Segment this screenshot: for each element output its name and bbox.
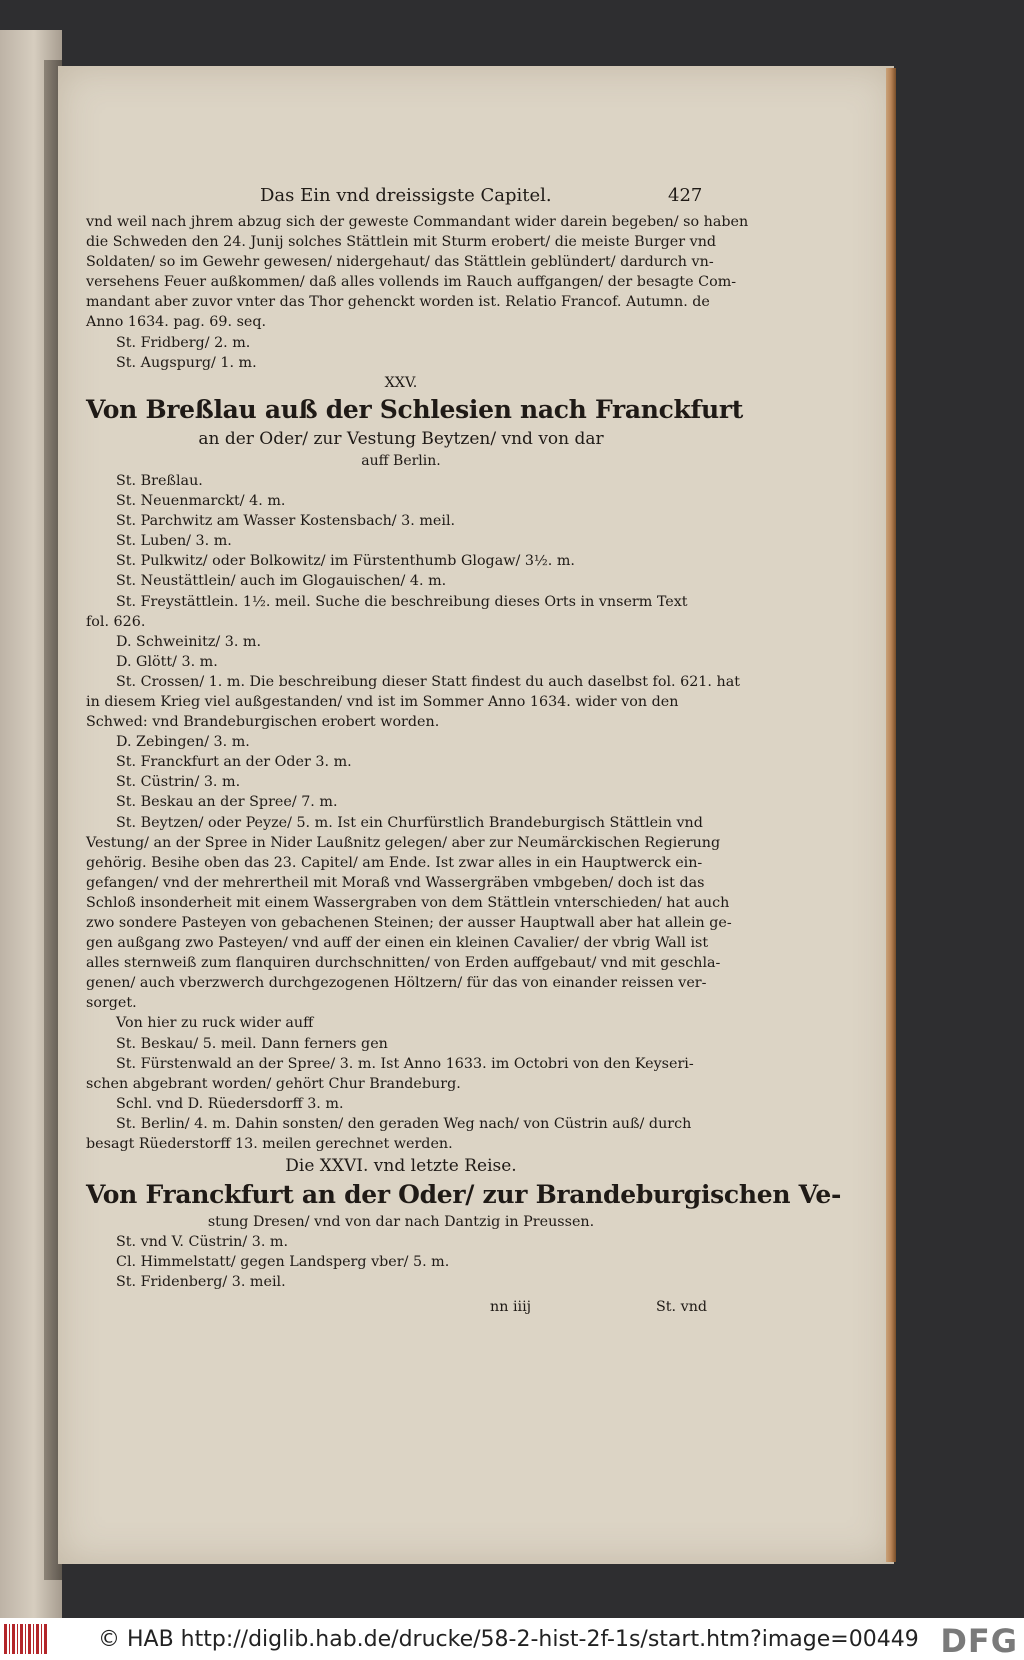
- text-line: Soldaten/ so im Gewehr gewesen/ nidergehaut/ das Stättlein geblündert/ dardurch vn-: [86, 254, 714, 271]
- text-line: die Schweden den 24. Junij solches Stättlein mit Sturm erobert/ die meiste Burger vnd: [86, 234, 717, 251]
- text-line: alles sternweiß zum flanquiren durchschnitten/ von Erden auffgebaut/ vnd mit geschla-: [86, 955, 721, 972]
- text-line: St. Freystättlein. 1½. meil. Suche die beschreibung dieses Orts in vnserm Text: [116, 593, 688, 610]
- text-line: St. Fridenberg/ 3. meil.: [116, 1274, 286, 1291]
- text-lines: [86, 212, 842, 1293]
- text-line: gehörig. Besihe oben das 23. Capitel/ am Ende. Ist zwar alles in ein Hauptwerck ein-: [86, 854, 703, 871]
- text-line: mandant aber zuvor vnter das Thor gehenckt worden ist. Relatio Francof. Autumn. de: [86, 294, 710, 311]
- text-line: Von Franckfurt an der Oder/ zur Brandeburgischen Ve-: [86, 1180, 842, 1210]
- text-line: Von Breßlau auß der Schlesien nach Franckfurt: [86, 394, 744, 424]
- text-line: zwo sondere Pasteyen von gebachenen Steinen; der ausser Hauptwall aber hat allein ge-: [86, 915, 732, 931]
- source-url[interactable]: © HAB http://diglib.hab.de/drucke/58-2-hist-2f-1s/start.htm?image=00449: [98, 1627, 919, 1652]
- text-line: genen/ auch vberzwerch durchgezogenen Höltzern/ für das von einander reissen ver-: [86, 975, 707, 992]
- text-line: Cl. Himmelstatt/ gegen Landsperg vber/ 5. m.: [116, 1254, 450, 1271]
- text-line: St. Luben/ 3. m.: [116, 533, 232, 550]
- hab-logo-icon: [4, 1624, 48, 1654]
- text-line: stung Dresen/ vnd von dar nach Dantzig in Preussen.: [207, 1214, 595, 1231]
- running-header: [86, 186, 716, 212]
- running-head: Das Ein vnd dreissigste Capitel.: [260, 185, 552, 206]
- viewer-footer: [0, 1618, 1024, 1660]
- text-line: vnd weil nach jhrem abzug sich der geweste Commandant wider darein begeben/ so haben: [86, 214, 749, 230]
- text-line: D. Zebingen/ 3. m.: [116, 734, 250, 751]
- page-text: [86, 185, 842, 1319]
- text-line: Vestung/ an der Spree in Nider Laußnitz gelegen/ aber zur Neumärckischen Regierung: [86, 834, 721, 851]
- text-line: besagt Rüederstorff 13. meilen gerechnet werden.: [86, 1136, 453, 1153]
- text-line: St. Pulkwitz/ oder Bolkowitz/ im Fürstenthumb Glogaw/ 3½. m.: [116, 553, 575, 570]
- text-line: St. Breßlau.: [116, 472, 203, 489]
- text-line: schen abgebrant worden/ gehört Chur Brandeburg.: [86, 1075, 461, 1092]
- text-line: gen außgang zwo Pasteyen/ vnd auff der einen ein kleinen Cavalier/ der vbrig Wall ist: [86, 935, 709, 952]
- text-line: Schl. vnd D. Rüedersdorff 3. m.: [116, 1095, 344, 1112]
- text-line: in diesem Krieg viel außgestanden/ vnd ist im Sommer Anno 1634. wider von den: [86, 693, 679, 710]
- text-line: D. Glött/ 3. m.: [116, 653, 218, 670]
- text-line: St. Beskau/ 5. meil. Dann ferners gen: [116, 1035, 388, 1052]
- text-line: Schwed: vnd Brandeburgischen erobert worden.: [86, 714, 440, 731]
- text-line: gefangen/ vnd der mehrertheil mit Moraß vnd Wassergräben vmbgeben/ doch ist das: [86, 874, 705, 891]
- text-line: an der Oder/ zur Vestung Beytzen/ vnd von dar: [198, 428, 604, 449]
- text-line: Schloß insonderheit mit einem Wassergraben von dem Stättlein vnterschieden/ hat auch: [86, 894, 730, 911]
- text-line: St. Cüstrin/ 3. m.: [116, 774, 241, 791]
- text-line: Anno 1634. pag. 69. seq.: [86, 314, 267, 331]
- signature-mark: nn iiij: [490, 1298, 532, 1315]
- text-line: St. Beskau an der Spree/ 7. m.: [116, 794, 338, 811]
- page-number: 427: [668, 185, 703, 206]
- text-line: St. Neuenmarckt/ 4. m.: [116, 493, 286, 510]
- text-line: XXV.: [384, 374, 418, 391]
- text-line: St. Augspurg/ 1. m.: [116, 354, 257, 371]
- page-edge-shadow: [886, 68, 896, 1562]
- text-line: St. Fürstenwald an der Spree/ 3. m. Ist Anno 1633. im Octobri von den Keyseri-: [116, 1055, 694, 1072]
- text-line: versehens Feuer außkommen/ daß alles vollends im Rauch auffgangen/ der besagte Com-: [86, 274, 737, 291]
- signature-line: [86, 1297, 716, 1319]
- text-line: St. vnd V. Cüstrin/ 3. m.: [116, 1234, 289, 1251]
- text-line: Von hier zu ruck wider auff: [116, 1015, 314, 1032]
- text-line: St. Fridberg/ 2. m.: [116, 334, 251, 351]
- text-line: St. Berlin/ 4. m. Dahin sonsten/ den geraden Weg nach/ von Cüstrin auß/ durch: [116, 1115, 692, 1132]
- text-line: St. Parchwitz am Wasser Kostensbach/ 3. meil.: [116, 513, 456, 530]
- catchword: St. vnd: [656, 1298, 708, 1315]
- text-line: St. Franckfurt an der Oder 3. m.: [116, 754, 352, 771]
- text-line: St. Neustättlein/ auch im Glogauischen/ 4. m.: [116, 573, 447, 590]
- text-line: auff Berlin.: [361, 452, 441, 469]
- text-line: sorget.: [86, 995, 137, 1012]
- text-line: St. Crossen/ 1. m. Die beschreibung dieser Statt findest du auch daselbst fol. 621. hat: [116, 673, 740, 690]
- text-line: D. Schweinitz/ 3. m.: [116, 633, 262, 650]
- dfg-logo: DFG: [940, 1622, 1018, 1660]
- text-line: Die XXVI. vnd letzte Reise.: [285, 1156, 517, 1177]
- text-line: St. Beytzen/ oder Peyze/ 5. m. Ist ein Churfürstlich Brandeburgisch Stättlein vnd: [116, 814, 703, 831]
- text-line: fol. 626.: [86, 613, 146, 630]
